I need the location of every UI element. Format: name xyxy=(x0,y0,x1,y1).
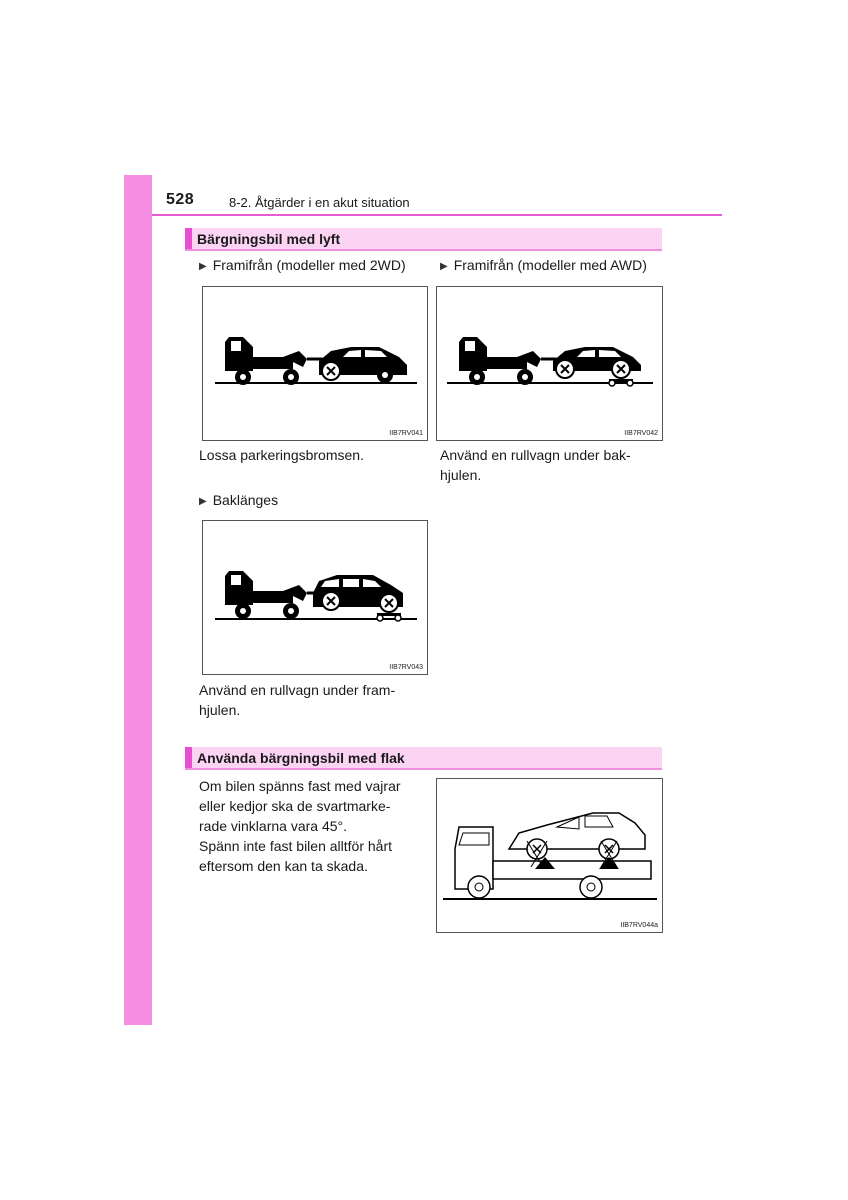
caption-line: Använd en rullvagn under bak- xyxy=(440,447,631,463)
header-rule xyxy=(152,214,722,216)
bullet-front-awd xyxy=(440,257,647,273)
figure-tow-rear xyxy=(202,520,428,675)
paragraph-line: Om bilen spänns fast med vajrar xyxy=(199,778,401,794)
caption-front-2wd: Lossa parkeringsbromsen. xyxy=(199,447,364,463)
paragraph-line: eller kedjor ska de svartmarke- xyxy=(199,798,391,814)
page-number: 528 xyxy=(166,191,195,208)
figure-tow-front-2wd xyxy=(202,286,428,441)
bullet-triangle-icon: ▶ xyxy=(199,496,207,507)
figure-code: IIB7RV041 xyxy=(389,430,423,437)
caption-line: Använd en rullvagn under fram- xyxy=(199,682,396,698)
caption-line: hjulen. xyxy=(440,467,482,483)
figure-flatbed xyxy=(436,778,663,933)
bullet-triangle-icon: ▶ xyxy=(199,261,207,272)
bullet-triangle-icon: ▶ xyxy=(440,261,448,272)
section-heading-accent-bar xyxy=(185,228,192,249)
paragraph-line: rade vinklarna vara 45°. xyxy=(199,818,348,834)
chapter-sidebar-tab xyxy=(124,175,152,1025)
section-heading-accent-bar xyxy=(185,747,192,768)
section-heading-title: Använda bärgningsbil med flak xyxy=(197,750,405,766)
paragraph-line: eftersom den kan ta skada. xyxy=(199,858,368,874)
caption-rear xyxy=(199,680,424,720)
paragraph-not-too-tight xyxy=(199,836,424,876)
tow-truck-illustration xyxy=(203,287,429,442)
flatbed-truck-illustration xyxy=(437,779,664,934)
paragraph-line: Spänn inte fast bilen alltför hårt xyxy=(199,838,393,854)
figure-code: IIB7RV043 xyxy=(389,664,423,671)
bullet-front-2wd xyxy=(199,257,406,273)
caption-front-awd xyxy=(440,445,662,485)
paragraph-tie-down-angles xyxy=(199,776,424,836)
section-heading-flatbed xyxy=(185,747,662,770)
tow-truck-dolly-illustration xyxy=(437,287,664,442)
figure-tow-front-awd xyxy=(436,286,663,441)
tow-truck-rear-illustration xyxy=(203,521,429,676)
section-heading-lift-tow-truck xyxy=(185,228,662,251)
bullet-label: Baklänges xyxy=(212,492,279,508)
section-heading-title: Bärgningsbil med lyft xyxy=(197,231,341,247)
bullet-label: Framifrån (modeller med AWD) xyxy=(453,257,647,273)
figure-code: IIB7RV042 xyxy=(624,430,658,437)
bullet-label: Framifrån (modeller med 2WD) xyxy=(212,257,406,273)
caption-line: hjulen. xyxy=(199,702,241,718)
chapter-title: 8-2. Åtgärder i en akut situation xyxy=(229,195,410,210)
figure-code: IIB7RV044a xyxy=(620,922,658,929)
bullet-rear xyxy=(199,492,278,508)
